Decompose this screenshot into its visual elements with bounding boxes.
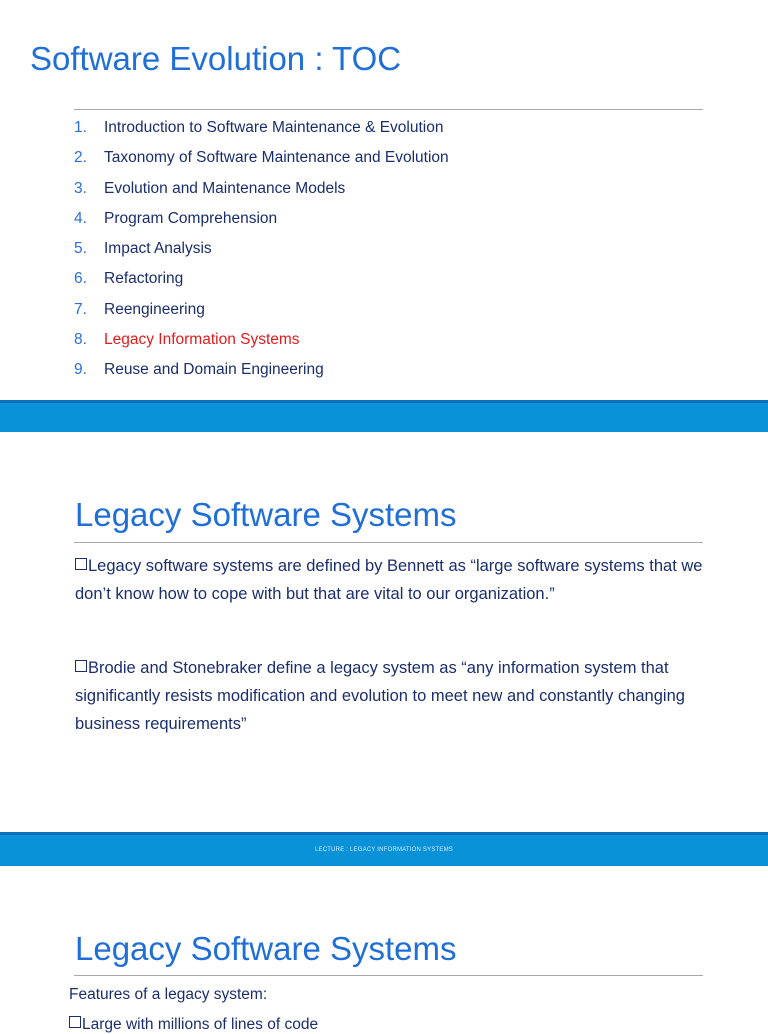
title-divider xyxy=(74,975,703,976)
checkbox-bullet-icon xyxy=(75,558,87,570)
toc-item xyxy=(74,361,449,391)
feature-bullet xyxy=(69,1016,318,1034)
toc-item-label: Legacy Information Systems xyxy=(104,331,300,349)
toc-list xyxy=(74,119,449,392)
toc-item-number: 4. xyxy=(74,209,87,227)
toc-item-label: Introduction to Software Maintenance & Evolution xyxy=(104,119,444,136)
toc-item xyxy=(74,210,449,240)
bullet-text: Legacy software systems are defined by Bennett as “large software systems that we don’t know how to cope with but that are vital to our organization.” xyxy=(75,557,703,603)
toc-item-number: 3. xyxy=(74,179,87,197)
toc-item-label: Reuse and Domain Engineering xyxy=(104,361,324,379)
bullet-text: Large with millions of lines of code xyxy=(82,1016,319,1033)
footer-lecture-label: LECTURE : LEGACY INFORMATION SYSTEMS xyxy=(315,847,453,853)
title-divider xyxy=(74,542,703,543)
title-divider xyxy=(74,109,703,110)
toc-item xyxy=(74,240,449,270)
slide-separator-band xyxy=(0,400,768,432)
slide-legacy-features xyxy=(0,866,768,1033)
toc-item xyxy=(74,301,449,331)
toc-item-label: Impact Analysis xyxy=(104,240,212,258)
toc-item-number: 2. xyxy=(74,149,87,167)
slide-toc xyxy=(0,0,768,400)
toc-item xyxy=(74,119,449,149)
toc-item-number: 7. xyxy=(74,300,87,318)
toc-item-label: Taxonomy of Software Maintenance and Evolution xyxy=(104,149,449,167)
toc-item-number: 9. xyxy=(74,361,87,379)
toc-item-label: Evolution and Maintenance Models xyxy=(104,179,346,197)
toc-item-number: 5. xyxy=(74,240,87,258)
features-intro: Features of a legacy system: xyxy=(69,986,268,1003)
slide-footer-band xyxy=(0,832,768,866)
definition-bullet-brodie xyxy=(75,654,715,738)
toc-item xyxy=(74,270,449,300)
slide-title: Legacy Software Systems xyxy=(75,930,457,967)
definition-bullet-bennett xyxy=(75,552,715,608)
toc-item xyxy=(74,180,449,210)
toc-item-number: 8. xyxy=(74,331,87,349)
toc-item-current xyxy=(74,331,449,361)
bullet-text: Brodie and Stonebraker define a legacy system as “any information system that significantly resists modification and evolution to meet new and constantly changing business requirements” xyxy=(75,659,685,733)
toc-item-label: Reengineering xyxy=(104,300,205,318)
band-top-line xyxy=(0,832,768,835)
checkbox-bullet-icon xyxy=(75,660,87,672)
band-top-line xyxy=(0,400,768,403)
toc-item-number: 1. xyxy=(74,119,87,136)
toc-item-number: 6. xyxy=(74,270,87,288)
toc-item xyxy=(74,149,449,179)
toc-item-label: Refactoring xyxy=(104,270,184,288)
toc-item-label: Program Comprehension xyxy=(104,209,278,227)
slide-title: Legacy Software Systems xyxy=(75,496,457,533)
checkbox-bullet-icon xyxy=(69,1016,81,1028)
slide-legacy-definitions xyxy=(0,432,768,832)
toc-title: Software Evolution : TOC xyxy=(30,40,402,77)
